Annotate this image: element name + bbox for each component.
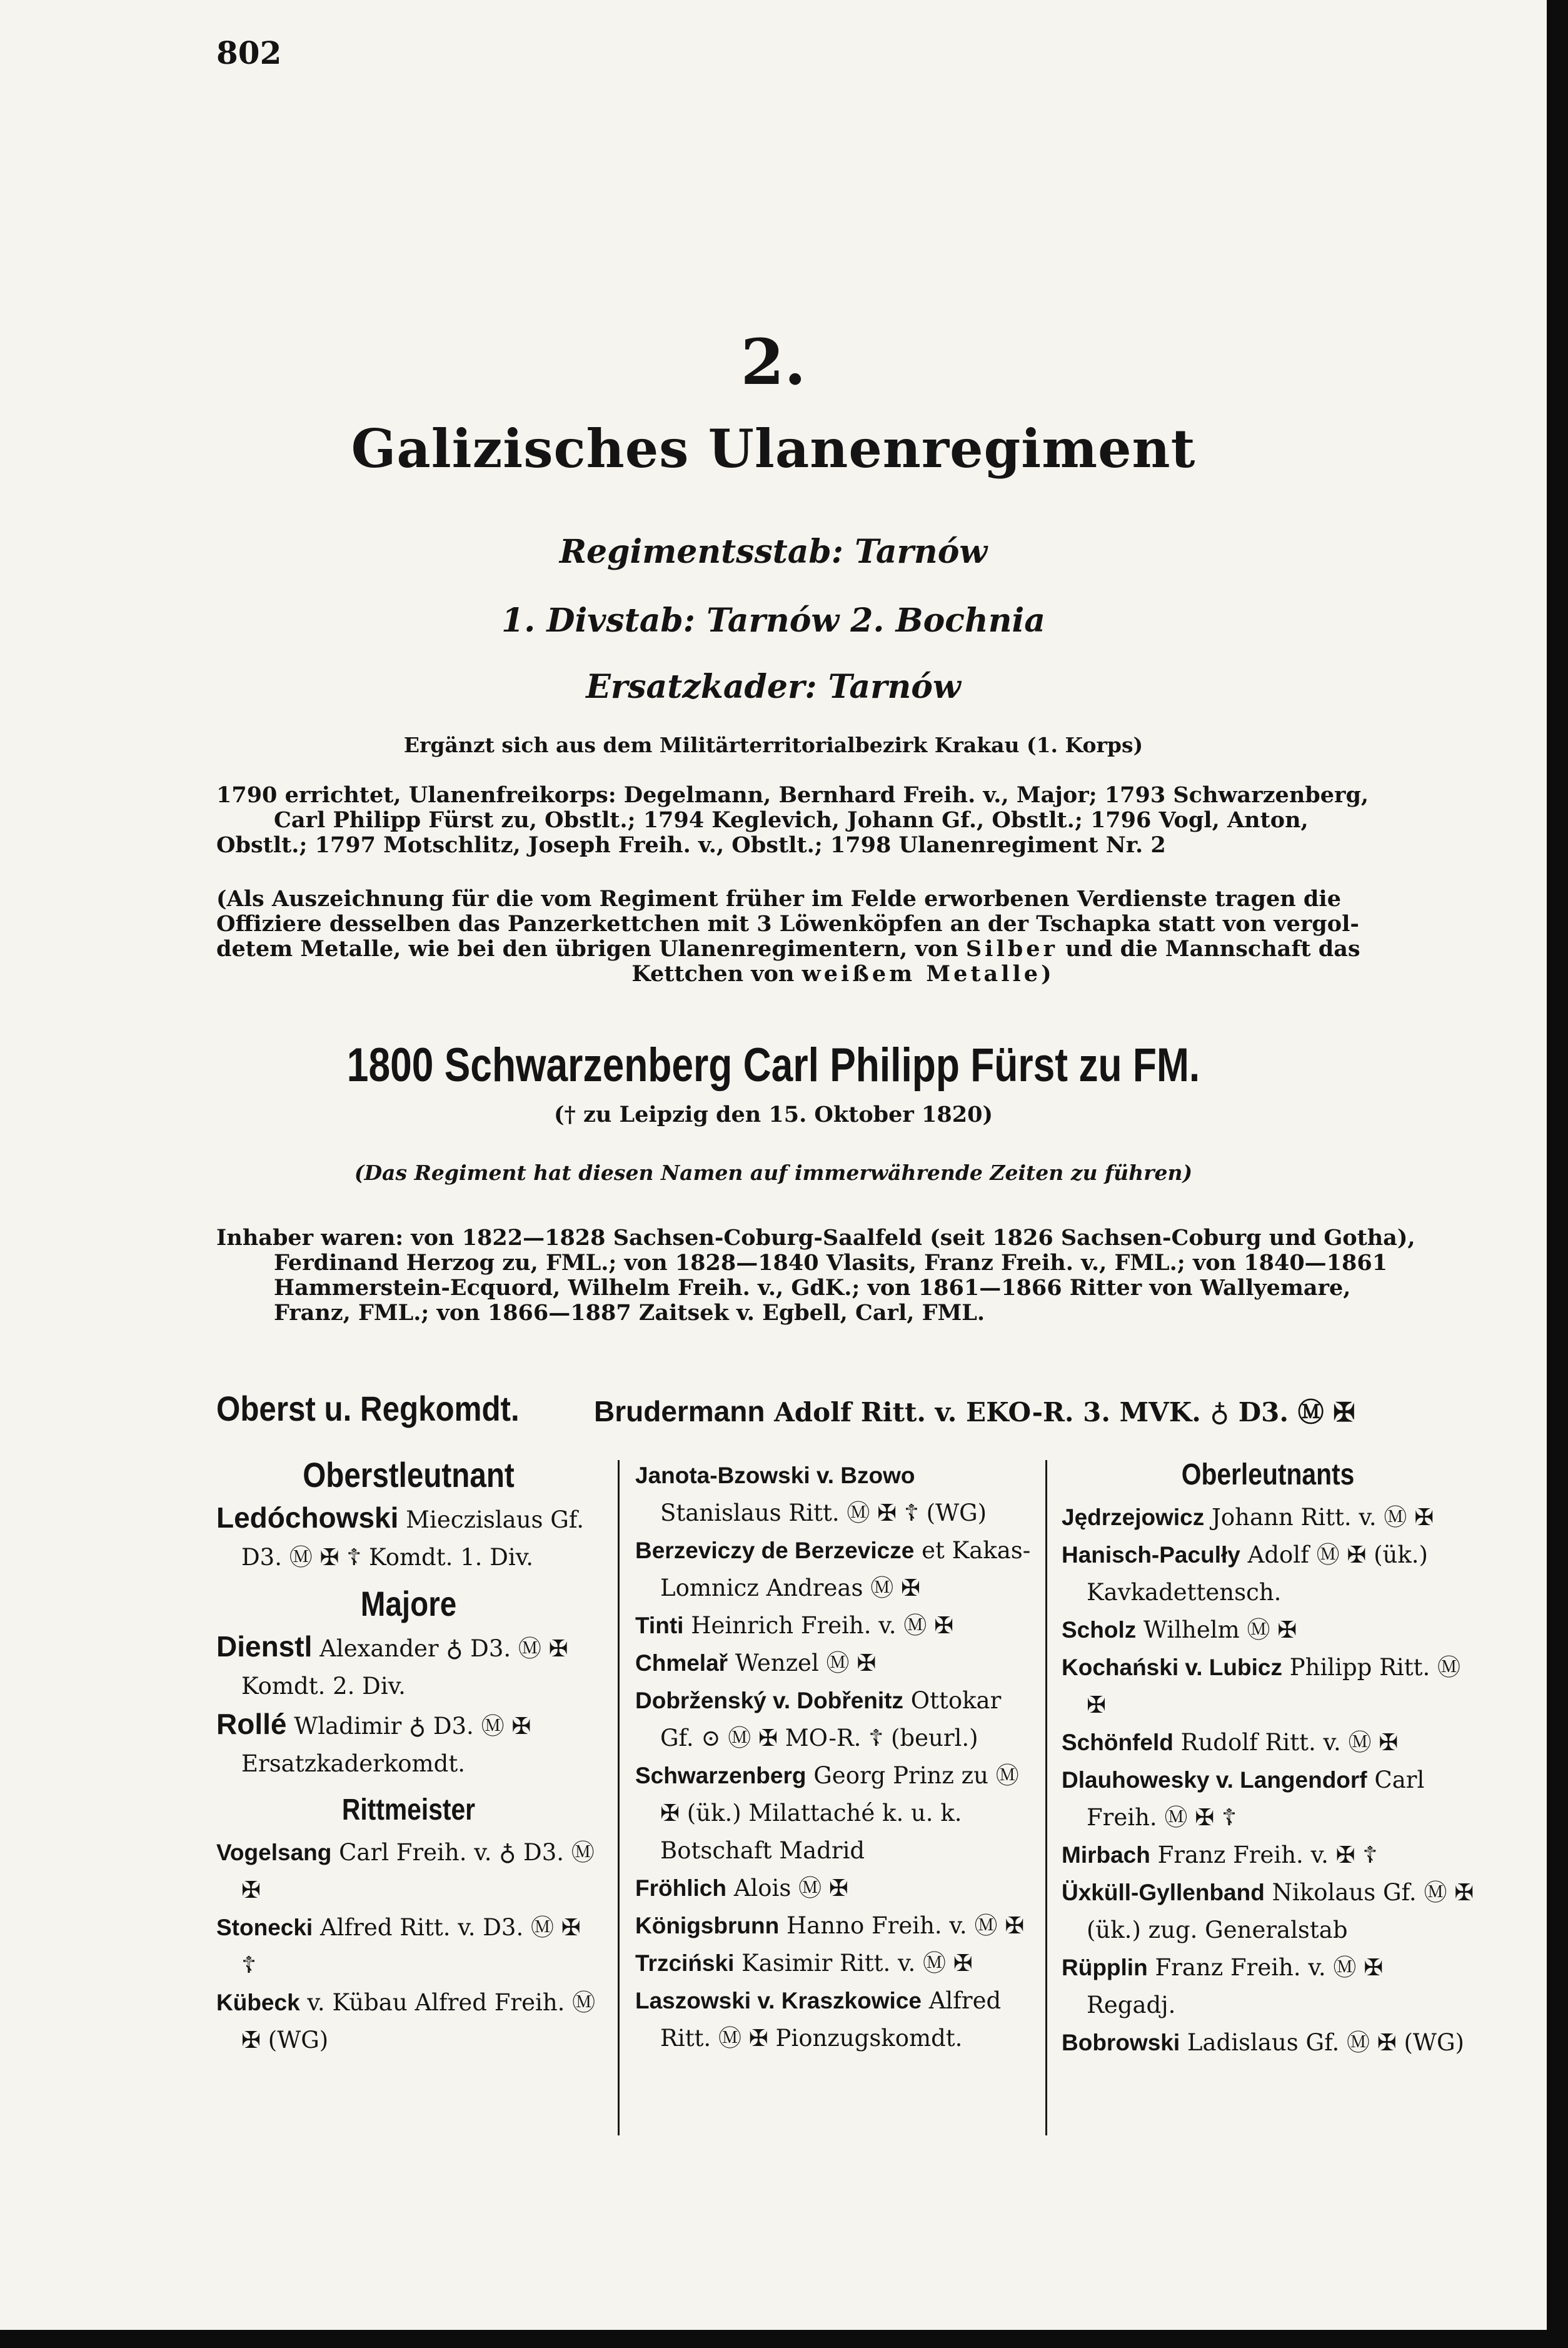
officer-details: Alfred Ritt. v. D3. Ⓜ ✠ ☦: [241, 1914, 581, 1978]
history-paragraph: [216, 783, 1467, 858]
officer-details: Mieczislaus Gf. D3. Ⓜ ✠ ☦ Komdt. 1. Div.: [241, 1506, 584, 1571]
officer-name: Ledóchowski: [216, 1501, 399, 1534]
officer-name: Vogelsang: [216, 1840, 332, 1865]
auszeichnung-line: [216, 937, 1467, 962]
officer-entry: [635, 1457, 1035, 1532]
ersatzkader: Ersatzkader: Tarnów: [586, 668, 961, 706]
officer-details: Nikolaus Gf. Ⓜ ✠ (ük.) zug. Generalstab: [1087, 1879, 1474, 1943]
regiment-number: 2.: [740, 325, 807, 399]
officer-entry: [1062, 1949, 1474, 2024]
officer-name: Kochański v. Lubicz: [1062, 1655, 1282, 1680]
officer-details: Georg Prinz zu Ⓜ ✠ (ük.) Milattaché k. u. k. Botschaft Madrid: [660, 1762, 1019, 1864]
obstlt-heading: Oberstleutnant: [303, 1455, 515, 1494]
scan-border-right: [1547, 0, 1568, 2348]
oberst-name: Brudermann: [594, 1395, 765, 1428]
officer-name: Dienstl: [216, 1630, 313, 1663]
scan-border-bottom: [0, 2330, 1568, 2348]
inhaber-line: Ferdinand Herzog zu, FML.; von 1828—1840 Vlasits, Franz Freih. v., FML.; von 1840—1861: [274, 1250, 1388, 1276]
officer-details: Hanno Freih. v. Ⓜ ✠: [786, 1912, 1025, 1939]
officer-entry: [635, 1682, 1035, 1757]
officer-entry: [1062, 2024, 1474, 2062]
regimentsstab: Regimentsstab: Tarnów: [559, 533, 988, 571]
oberst-label: Oberst u. Regkomdt.: [216, 1389, 520, 1428]
divstab: 1. Divstab: Tarnów 2. Bochnia: [501, 602, 1045, 640]
ergaenzt-line: Ergänzt sich aus dem Militärterritorialbezirk Krakau (1. Korps): [403, 733, 1143, 757]
officer-details: Carl Freih. v. ♁ D3. Ⓜ ✠: [241, 1839, 595, 1903]
inhaber-name: 1800 Schwarzenberg Carl Philipp Fürst zu FM.: [346, 1039, 1200, 1092]
officer-name: Tinti: [635, 1613, 684, 1638]
officer-entry: [216, 1628, 601, 1705]
officer-name: Bobrowski: [1062, 2030, 1180, 2055]
officer-name: Trzciński: [635, 1950, 735, 1976]
officer-details: Franz Freih. v. ✠ ☦: [1157, 1842, 1378, 1868]
rittmeister-heading: Rittmeister: [341, 1793, 476, 1827]
text: ): [1041, 961, 1052, 987]
officer-name: Fröhlich: [635, 1875, 726, 1901]
column-divider: [1045, 1460, 1047, 2135]
officer-details: Rudolf Ritt. v. Ⓜ ✠: [1180, 1729, 1399, 1756]
text: und die Mannschaft das: [1065, 936, 1360, 962]
officer-name: Schwarzenberg: [635, 1763, 807, 1788]
officer-entry: [635, 1945, 1035, 1982]
officer-entry: [635, 1532, 1035, 1607]
officer-details: Ottokar Gf. ⊙ Ⓜ ✠ MO-R. ☦ (beurl.): [660, 1687, 1002, 1751]
officer-name: Berzeviczy de Berzevicze: [635, 1538, 915, 1563]
officer-details: Alois Ⓜ ✠: [733, 1875, 848, 1902]
officer-entry: [216, 1909, 601, 1984]
officer-name: Üxküll-Gyllenband: [1062, 1880, 1265, 1905]
history-line: Obstlt.; 1797 Motschlitz, Joseph Freih. v., Obstlt.; 1798 Ulanenregiment Nr. 2: [216, 832, 1166, 858]
column-divider: [618, 1460, 620, 2135]
officer-entry: [1062, 1611, 1474, 1649]
officer-entry: [635, 1645, 1035, 1682]
officer-name: Chmelař: [635, 1650, 728, 1676]
history-line: Carl Philipp Fürst zu, Obstlt.; 1794 Keglevich, Johann Gf., Obstlt.; 1796 Vogl, Anton,: [274, 807, 1309, 833]
text: detem Metalle, wie bei den übrigen Ulanenregimentern, von: [216, 936, 958, 962]
officer-details: Alfred Ritt. Ⓜ ✠ Pionzugskomdt.: [660, 1987, 1002, 2052]
inhaber-line: Inhaber waren: von 1822—1828 Sachsen-Coburg-Saalfeld (seit 1826 Sachsen-Coburg und Gotha),: [216, 1225, 1415, 1251]
column-3: [1062, 1448, 1474, 2062]
officer-details: Carl Freih. Ⓜ ✠ ☦: [1087, 1766, 1425, 1831]
officer-entry: [635, 1907, 1035, 1945]
officer-details: Wilhelm Ⓜ ✠: [1143, 1616, 1297, 1643]
officer-entry: [635, 1982, 1035, 2057]
officer-entry: [1062, 1761, 1474, 1837]
officer-entry: [1062, 1536, 1474, 1611]
silber-spaced: Silber: [965, 936, 1058, 962]
oberleutnants-heading: Oberleutnants: [1181, 1458, 1355, 1491]
auszeichnung-line: (Als Auszeichnung für die vom Regiment früher im Felde erworbenen Verdienste tragen die: [216, 886, 1341, 912]
oberst-entry: [594, 1392, 1355, 1429]
history-line: 1790 errichtet, Ulanenfreikorps: Degelmann, Bernhard Freih. v., Major; 1793 Schwarzenberg,: [216, 782, 1369, 808]
officer-details: Stanislaus Ritt. Ⓜ ✠ ☦ (WG): [660, 1499, 987, 1526]
text: Kettchen von: [631, 961, 795, 987]
officer-details: Johann Ritt. v. Ⓜ ✠: [1212, 1504, 1434, 1531]
officer-entry: [216, 1705, 601, 1783]
officer-entry: [1062, 1649, 1474, 1724]
column-1: [216, 1448, 601, 2059]
officer-entry: [1062, 1837, 1474, 1874]
officer-details: Heinrich Freih. v. Ⓜ ✠: [691, 1612, 954, 1639]
regiment-name-note: (Das Regiment hat diesen Namen auf immerwährende Zeiten zu führen): [354, 1161, 1193, 1185]
officer-name: Mirbach: [1062, 1842, 1150, 1868]
officer-name: Rollé: [216, 1708, 287, 1740]
auszeichnung-paragraph: [216, 887, 1467, 987]
officer-entry: [216, 1984, 601, 2059]
majore-heading: Majore: [360, 1584, 457, 1623]
officer-name: Scholz: [1062, 1617, 1137, 1643]
officer-details: Wenzel Ⓜ ✠: [735, 1650, 877, 1676]
auszeichnung-line: Offiziere desselben das Panzerkettchen mit 3 Löwenköpfen an der Tschapka statt von vergol-: [216, 911, 1359, 937]
page-number: 802: [216, 34, 282, 71]
officer-entry: [635, 1757, 1035, 1870]
regiment-title: Galizisches Ulanenregiment: [351, 418, 1196, 480]
officer-entry: [1062, 1874, 1474, 1949]
officer-details: Philipp Ritt. Ⓜ ✠: [1087, 1654, 1461, 1718]
weiss-spaced: weißem Metalle: [802, 961, 1042, 987]
officer-name: Jędrzejowicz: [1062, 1504, 1205, 1530]
officer-name: Janota-Bzowski v. Bzowo: [635, 1463, 915, 1488]
officer-entry: [635, 1870, 1035, 1907]
officer-details: v. Kübau Alfred Freih. Ⓜ ✠ (WG): [241, 1989, 596, 2053]
officer-details: Kasimir Ritt. v. Ⓜ ✠: [741, 1950, 973, 1977]
officer-details: Wladimir ♁ D3. Ⓜ ✠ Ersatzkaderkomdt.: [241, 1713, 531, 1777]
officer-name: Stonecki: [216, 1915, 313, 1940]
officer-name: Kübeck: [216, 1990, 300, 2015]
officer-name: Königsbrunn: [635, 1913, 780, 1938]
officer-name: Dobrženský v. Dobřenitz: [635, 1688, 904, 1713]
officer-entry: [216, 1499, 601, 1576]
officer-entry: [1062, 1724, 1474, 1761]
officer-details: Alexander ♁ D3. Ⓜ ✠ Komdt. 2. Div.: [241, 1635, 568, 1700]
column-2: [635, 1457, 1035, 2057]
officer-name: Hanisch-Paculły: [1062, 1542, 1240, 1568]
officer-name: Laszowski v. Kraszkowice: [635, 1988, 922, 2013]
officer-details: Franz Freih. v. Ⓜ ✠ Regadj.: [1087, 1954, 1384, 2018]
officer-details: Ladislaus Gf. Ⓜ ✠ (WG): [1187, 2029, 1464, 2056]
officer-entry: [635, 1607, 1035, 1645]
auszeichnung-line: [216, 962, 1467, 987]
officer-details: et Kakas-Lomnicz Andreas Ⓜ ✠: [660, 1537, 1031, 1601]
officer-entry: [1062, 1499, 1474, 1536]
inhaber-paragraph: [216, 1226, 1467, 1326]
inhaber-line: Hammerstein-Ecquord, Wilhelm Freih. v., GdK.; von 1861—1866 Ritter von Wallyemare,: [274, 1275, 1351, 1301]
officer-name: Dlauhowesky v. Langendorf: [1062, 1767, 1367, 1793]
officer-details: Adolf Ⓜ ✠ (ük.) Kavkadettensch.: [1087, 1541, 1428, 1606]
oberst-details: Adolf Ritt. v. EKO-R. 3. MVK. ♁ D3. Ⓜ ✠: [774, 1397, 1355, 1428]
inhaber-line: Franz, FML.; von 1866—1887 Zaitsek v. Egbell, Carl, FML.: [274, 1300, 985, 1326]
officer-name: Schönfeld: [1062, 1730, 1173, 1755]
death-note: († zu Leipzig den 15. Oktober 1820): [553, 1102, 993, 1127]
officer-name: Rüpplin: [1062, 1955, 1148, 1980]
officer-entry: [216, 1834, 601, 1909]
